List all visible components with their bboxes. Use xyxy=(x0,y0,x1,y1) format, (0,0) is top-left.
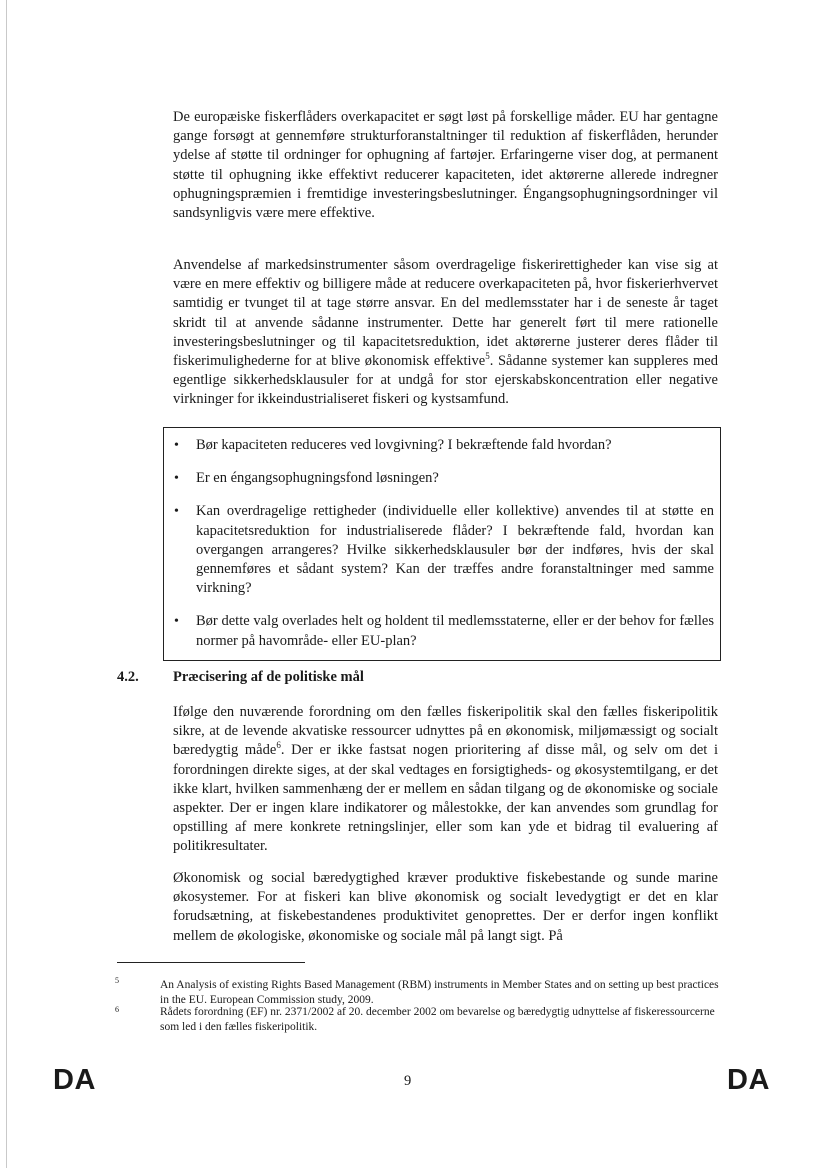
page-margin-line xyxy=(6,0,7,1168)
page-number: 9 xyxy=(404,1073,412,1089)
questions-list xyxy=(164,428,720,651)
paragraph-text: . Der er ikke fastsat nogen prioritering af disse mål, og selv om det i forordningen direkte siges, at der skal vedtages en forsigtigheds- og økosystemtilgang, er det ikke klart, hvilken sammenhæng der er mellem en sådan tilgang og de økonomiske og sociale aspekter. Der er ingen klare indikatorer og målestokke, der kan anvendes som grundlag for opstilling af mere konkrete retningslinjer, eller som kan yde et bidrag til evaluering af politikresultater. xyxy=(173,742,718,855)
paragraph-text: Anvendelse af markedsinstrumenter såsom overdragelige fiskerirettigheder kan vise sig at være en mere effektiv og billigere måde at reducere overkapaciteten på, hvor fiskerierhvervet samtidig er tvunget til at tage større ansvar. En del medlemsstater har i de seneste år taget skridt til at anvende sådanne instrumenter. Dette har generelt ført til mere rationelle investeringsbeslutninger og til kapacitetsreduktion, idet aktørerne justerer deres flåder til fiskerimulighederne for at blive økonomisk effektive xyxy=(173,257,718,370)
question-item xyxy=(164,502,714,598)
footnote-reference[interactable]: 6 xyxy=(276,740,281,751)
paragraph-text: . Sådanne systemer kan suppleres med egentlige sikkerhedsklausuler for at undgå for stor ejerskabskoncentration eller negative virkninger for ikkeindustrialiseret fiskeri og kystsamfund. xyxy=(173,353,718,408)
paragraph-sustainability: Økonomisk og social bæredygtighed kræver produktive fiskebestande og sunde marine økosystemer. For at fiskeri kan blive økonomisk og socialt levedygtigt er det en klar forudsætning, at fiskebestandenes produktivitet genoprettes. Der er derfor ingen konflikt mellem de økologiske, økonomiske og sociale mål på langt sigt. På xyxy=(173,870,718,944)
question-text: Bør kapaciteten reduceres ved lovgivning? I bekræftende fald hvordan? xyxy=(196,437,612,453)
bullet-icon: • xyxy=(174,471,179,487)
footnote-mark: 6 xyxy=(115,1005,119,1014)
question-text: Bør dette valg overlades helt og holdent til medlemsstaterne, eller er der behov for fælles normer på havområde- eller EU-plan? xyxy=(196,613,714,649)
footnote-separator xyxy=(117,962,305,963)
paragraph-overcapacity: De europæiske fiskerflåders overkapacitet er søgt løst på forskellige måder. EU har gentagne gange forsøgt at gennemføre strukturforanstaltninger til reduktion af fiskerflåden, herunder ydelse af støtte til ordninger for ophugning af fartøjer. Erfaringerne viser dog, at permanent støtte til ophugning ikke effektivt reducerer kapaciteten, idet aktørerne allerede indregner ophugningspræmien i fremtidige investeringsbeslutninger. Éngangsophugningsordninger vil sandsynligvis være mere effektive. xyxy=(173,109,718,222)
question-item xyxy=(164,612,714,650)
language-code-right: DA xyxy=(727,1064,770,1096)
footnote-6: Rådets forordning (EF) nr. 2371/2002 af 20. december 2002 om bevarelse og bæredygtig udnyttelse af fiskeressourcerne som led i den fælles fiskeripolitik. xyxy=(160,1006,715,1033)
footnote-mark: 5 xyxy=(115,976,119,985)
questions-box xyxy=(163,427,721,661)
section-heading: Præcisering af de politiske mål xyxy=(173,669,364,685)
section-number: 4.2. xyxy=(117,669,139,685)
paragraph-market-instruments xyxy=(173,256,718,410)
question-item xyxy=(164,436,714,455)
footnote-5: An Analysis of existing Rights Based Management (RBM) instruments in Member States and on setting up best practices in the EU. European Commission study, 2009. xyxy=(160,979,719,1006)
bullet-icon: • xyxy=(174,438,179,453)
language-code-left: DA xyxy=(53,1064,96,1096)
paragraph-policy-goals xyxy=(173,703,718,857)
question-text: Kan overdragelige rettigheder (individuelle eller kollektive) anvendes til at støtte en kapacitetsreduktion for industrialiserede flåder? I bekræftende fald, hvordan kan overgangen arrangeres? Hvilke sikkerhedsklausuler bør der indføres, hvis der skal gennemføres et sådant system? Kan der træffes andre foranstaltninger med samme virkning? xyxy=(196,503,714,597)
bullet-icon: • xyxy=(174,614,179,630)
question-item xyxy=(164,469,714,488)
footnote-reference[interactable]: 5 xyxy=(485,351,490,362)
paragraph-text: Ifølge den nuværende forordning om den fælles fiskeripolitik skal den fælles fiskeripolitik sikre, at de levende akvatiske ressourcer udnyttes på en økonomisk, miljømæssigt og socialt bæredygtig måde xyxy=(173,704,718,759)
question-text: Er en éngangsophugningsfond løsningen? xyxy=(196,470,439,487)
bullet-icon: • xyxy=(174,504,179,520)
